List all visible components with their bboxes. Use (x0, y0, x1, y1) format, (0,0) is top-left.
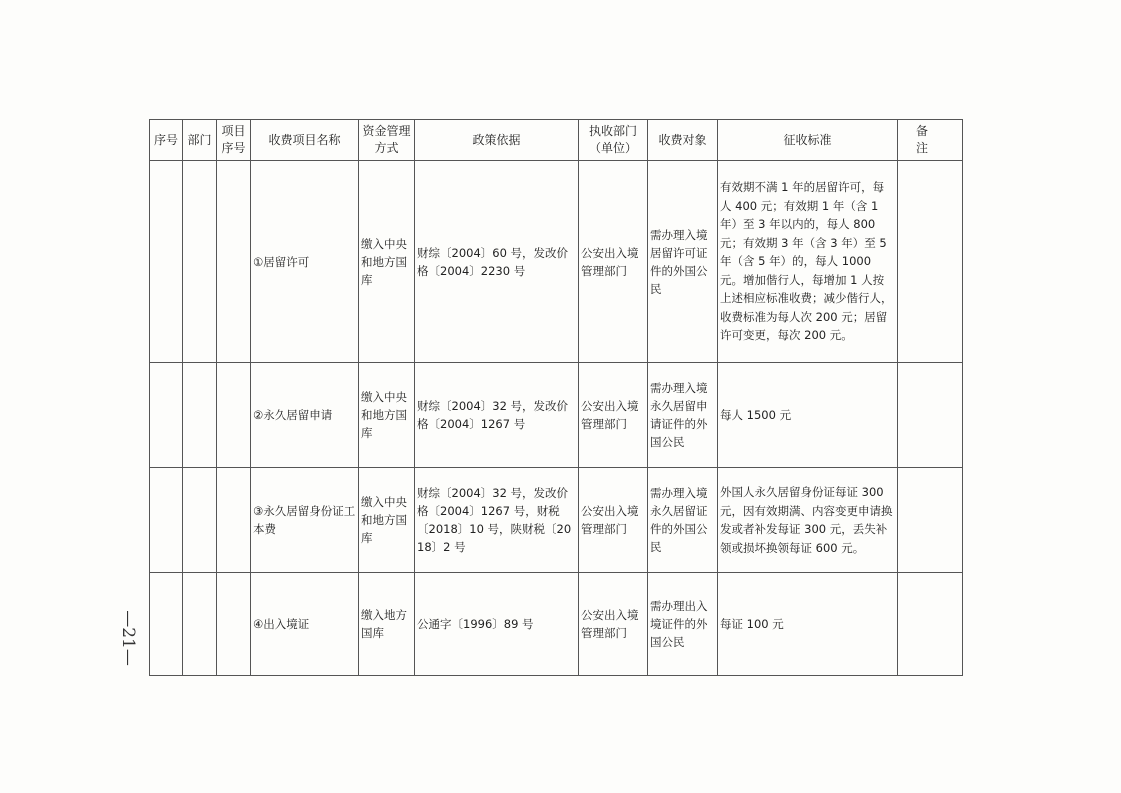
cell-seq (150, 161, 183, 363)
table-row (150, 573, 963, 676)
header-row (150, 120, 963, 161)
cell-dept (183, 468, 217, 573)
header-note: 备 注 (898, 120, 963, 161)
cell-fund-mgmt: 缴入中央和地方国库 (359, 161, 415, 363)
cell-standard: 外国人永久居留身份证每证 300 元，因有效期满、内容变更申请换发或者补发每证 300 元，丢失补领或损坏换领每证 600 元。 (718, 468, 898, 573)
cell-standard: 有效期不满 1 年的居留许可，每人 400 元；有效期 1 年（含 1 年）至 3 年以内的，每人 800 元；有效期 3 年（含 3 年）至 5 年（含 5 年）的，每人 1000 元。增加偕行人，每增加 1 人按上述相应标准收费；减少偕行人，收费标准为每人次 200 元；居留许可变更，每次 200 元。 (718, 161, 898, 363)
cell-note (898, 573, 963, 676)
cell-seq (150, 363, 183, 468)
cell-seq (150, 573, 183, 676)
cell-collecting-unit: 公安出入境管理部门 (579, 573, 648, 676)
cell-fund-mgmt: 缴入地方国库 (359, 573, 415, 676)
header-collecting-unit: 执收部门（单位） (579, 120, 648, 161)
header-seq: 序号 (150, 120, 183, 161)
header-target: 收费对象 (648, 120, 718, 161)
cell-item-seq (217, 468, 251, 573)
cell-note (898, 363, 963, 468)
header-standard: 征收标准 (718, 120, 898, 161)
table-row (150, 161, 963, 363)
cell-fund-mgmt: 缴入中央和地方国库 (359, 363, 415, 468)
cell-collecting-unit: 公安出入境管理部门 (579, 468, 648, 573)
cell-item-seq (217, 161, 251, 363)
header-item-name: 收费项目名称 (251, 120, 359, 161)
header-fund-mgmt: 资金管理方式 (359, 120, 415, 161)
cell-dept (183, 573, 217, 676)
cell-note (898, 161, 963, 363)
cell-policy-basis: 财综〔2004〕32 号，发改价格〔2004〕1267 号，财税〔2018〕10 号，陕财税〔2018〕2 号 (415, 468, 579, 573)
cell-target: 需办理入境永久居留证件的外国公民 (648, 468, 718, 573)
cell-target: 需办理出入境证件的外国公民 (648, 573, 718, 676)
cell-item-seq (217, 573, 251, 676)
cell-target: 需办理入境永久居留申请证件的外国公民 (648, 363, 718, 468)
cell-standard: 每证 100 元 (718, 573, 898, 676)
cell-item-name: ②永久居留申请 (251, 363, 359, 468)
cell-item-name: ①居留许可 (251, 161, 359, 363)
header-item-seq: 项目序号 (217, 120, 251, 161)
cell-item-name: ③永久居留身份证工本费 (251, 468, 359, 573)
table-row (150, 363, 963, 468)
header-dept: 部门 (183, 120, 217, 161)
cell-dept (183, 363, 217, 468)
cell-policy-basis: 财综〔2004〕32 号，发改价格〔2004〕1267 号 (415, 363, 579, 468)
fee-table (149, 119, 963, 676)
cell-item-seq (217, 363, 251, 468)
header-policy-basis: 政策依据 (415, 120, 579, 161)
cell-policy-basis: 公通字〔1996〕89 号 (415, 573, 579, 676)
cell-target: 需办理入境居留许可证件的外国公民 (648, 161, 718, 363)
cell-collecting-unit: 公安出入境管理部门 (579, 161, 648, 363)
cell-seq (150, 468, 183, 573)
cell-policy-basis: 财综〔2004〕60 号，发改价格〔2004〕2230 号 (415, 161, 579, 363)
cell-fund-mgmt: 缴入中央和地方国库 (359, 468, 415, 573)
page-number: —21— (118, 610, 138, 666)
cell-item-name: ④出入境证 (251, 573, 359, 676)
cell-standard: 每人 1500 元 (718, 363, 898, 468)
cell-note (898, 468, 963, 573)
table-row (150, 468, 963, 573)
cell-dept (183, 161, 217, 363)
cell-collecting-unit: 公安出入境管理部门 (579, 363, 648, 468)
